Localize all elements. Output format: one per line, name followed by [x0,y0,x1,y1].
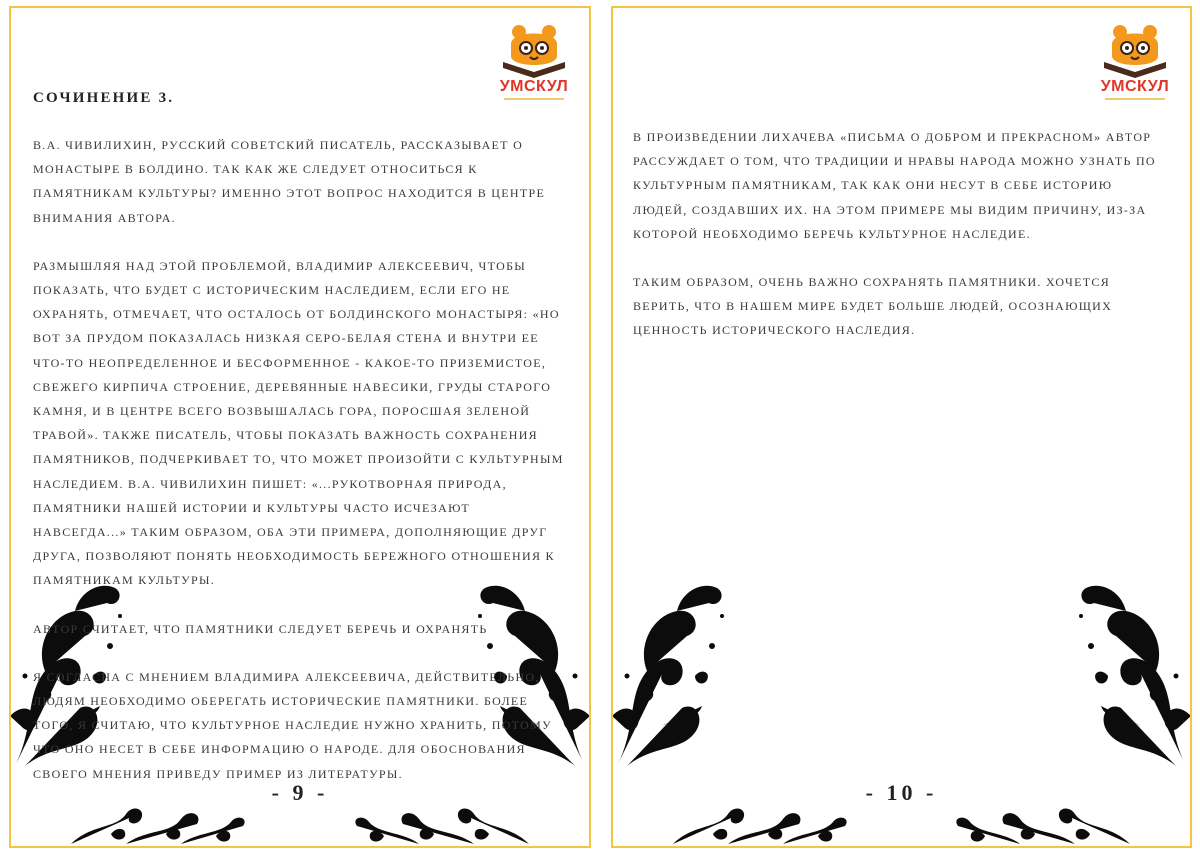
bear-with-glasses-icon [497,22,571,78]
bear-with-glasses-icon [1098,22,1172,78]
floral-ornament-footer-left [71,804,251,846]
brand-name: УМСКУЛ [1100,78,1170,95]
brand-underline [1105,98,1165,100]
paragraph-2: РАЗМЫШЛЯЯ НАД ЭТОЙ ПРОБЛЕМОЙ, ВЛАДИМИР АЛЕКСЕЕВИЧ, ЧТОБЫ ПОКАЗАТЬ, ЧТО БУДЕТ С ИСТОРИЧЕСКИМ НАСЛЕДИЕМ, ЕСЛИ ЕГО НЕ ОХРАНЯТЬ, ОТМЕЧАЕТ, ЧТО ОСТАЛОСЬ ОТ БОЛДИНСКОГО МОНАСТЫРЯ: «НО ВОТ ЗА ПРУДОМ ПОКАЗАЛАСЬ НИЗКАЯ СЕРО-БЕЛАЯ СТЕНА И ВНУТРИ ЕЕ ЧТО-ТО НЕОПРЕДЕЛЕННОЕ И БЕСФОРМЕННОЕ - КАКОЕ-ТО ПРИЗЕМИСТОЕ, СВЕЖЕГО КИРПИЧА СТРОЕНИЕ, ДЕРЕВЯННЫЕ НАВЕСИКИ, ГРУДЫ СТАРОГО КАМНЯ, И В ЦЕНТРЕ ВСЕГО ВОЗВЫШАЛАСЬ ГОРА, ПОРОСШАЯ ЗЕЛЕНОЙ ТРАВОЙ». ТАКЖЕ ПИСАТЕЛЬ, ЧТОБЫ ПОКАЗАТЬ ВАЖНОСТЬ СОХРАНЕНИЯ ПАМЯТНИКОВ, ПОДЧЕРКИВАЕТ ТО, ЧТО МОЖЕТ ПРОИЗОЙТИ С КУЛЬТУРНЫМ НАСЛЕДИЕМ. В.А. ЧИВИЛИХИН ПИШЕТ: «...РУКОТВОРНАЯ ПРИРОДА, ПАМЯТНИКИ НАШЕЙ ИСТОРИИ И КУЛЬТУРЫ ЧАСТО ИСЧЕЗАЮТ НАВСЕГДА...» ТАКИМ ОБРАЗОМ, ОБА ЭТИ ПРИМЕРА, ДОПОЛНЯЮЩИЕ ДРУГ ДРУГА, ПОЗВОЛЯЮТ ПОНЯТЬ НЕОБХОДИМОСТЬ БЕРЕЖНОГО ОТНОШЕНИЯ К ПАМЯТНИКАМ КУЛЬТУРЫ. [33,258,564,588]
paragraph-1: В ПРОИЗВЕДЕНИИ ЛИХАЧЕВА «ПИСЬМА О ДОБРОМ И ПРЕКРАСНОМ» АВТОР РАССУЖДАЕТ О ТОМ, ЧТО ТРАДИЦИИ И НРАВЫ НАРОДА МОЖНО УЗНАТЬ ПО КУЛЬТУРНЫМ ПАМЯТНИКАМ, ТАК КАК ОНИ НЕСУТ В СЕБЕ ИСТОРИЮ ЛЮДЕЙ, СОЗДАВШИХ ИХ. НА ЭТОМ ПРИМЕРЕ МЫ ВИДИМ ПРИЧИНУ, ИЗ-ЗА КОТОРОЙ НЕОБХОДИМО БЕРЕЧЬ КУЛЬТУРНОЕ НАСЛЕДИЕ. [633,130,1156,241]
umskul-logo [1098,22,1172,104]
floral-ornament-footer-right [349,804,529,846]
paragraph-3: АВТОР СЧИТАЕТ, ЧТО ПАМЯТНИКИ СЛЕДУЕТ БЕРЕЧЬ И ОХРАНЯТЬ [33,621,488,636]
brand-name: УМСКУЛ [499,78,569,95]
floral-ornament-bottom-right [1076,576,1192,776]
paragraph-2: ТАКИМ ОБРАЗОМ, ОЧЕНЬ ВАЖНО СОХРАНЯТЬ ПАМЯТНИКИ. ХОЧЕТСЯ ВЕРИТЬ, ЧТО В НАШЕМ МИРЕ БУДЕТ БОЛЬШЕ ЛЮДЕЙ, ОСОЗНАЮЩИХ ЦЕННОСТЬ ИСТОРИЧЕСКОГО НАСЛЕДИЯ. [633,275,1113,338]
page-9-content [33,86,567,810]
floral-ornament-footer-right [950,804,1130,846]
floral-ornament-bottom-left [611,576,727,776]
page-10-content [633,125,1166,367]
essay-title: СОЧИНЕНИЕ 3. [33,90,175,106]
page-10 [611,6,1192,848]
paragraph-4: Я СОГЛАСНА С МНЕНИЕМ ВЛАДИМИРА АЛЕКСЕЕВИЧА, ДЕЙСТВИТЕЛЬНО, ЛЮДЯМ НЕОБХОДИМО ОБЕРЕГАТЬ ИСТОРИЧЕСКИЕ ПАМЯТНИКИ. БОЛЕЕ ТОГО, Я СЧИТАЮ, ЧТО КУЛЬТУРНОЕ НАСЛЕДИЕ НУЖНО ХРАНИТЬ, ПОТОМУ ЧТО ОНО НЕСЕТ В СЕБЕ ИНФОРМАЦИЮ О НАРОДЕ. ДЛЯ ОБОСНОВАНИЯ СВОЕГО МНЕНИЯ ПРИВЕДУ ПРИМЕР ИЗ ЛИТЕРАТУРЫ. [33,669,552,781]
paragraph-1: В.А. ЧИВИЛИХИН, РУССКИЙ СОВЕТСКИЙ ПИСАТЕЛЬ, РАССКАЗЫВАЕТ О МОНАСТЫРЕ В БОЛДИНО. ТАК КАК ЖЕ СЛЕДУЕТ ОТНОСИТЬСЯ К ПАМЯТНИКАМ КУЛЬТУРЫ? ИМЕННО ЭТОТ ВОПРОС НАХОДИТСЯ В ЦЕНТРЕ ВНИМАНИЯ АВТОРА. [33,138,546,225]
floral-ornament-footer-left [673,804,853,846]
page-number: - 10 - [865,780,938,805]
page-number: - 9 - [271,780,329,805]
page-9 [9,6,591,848]
